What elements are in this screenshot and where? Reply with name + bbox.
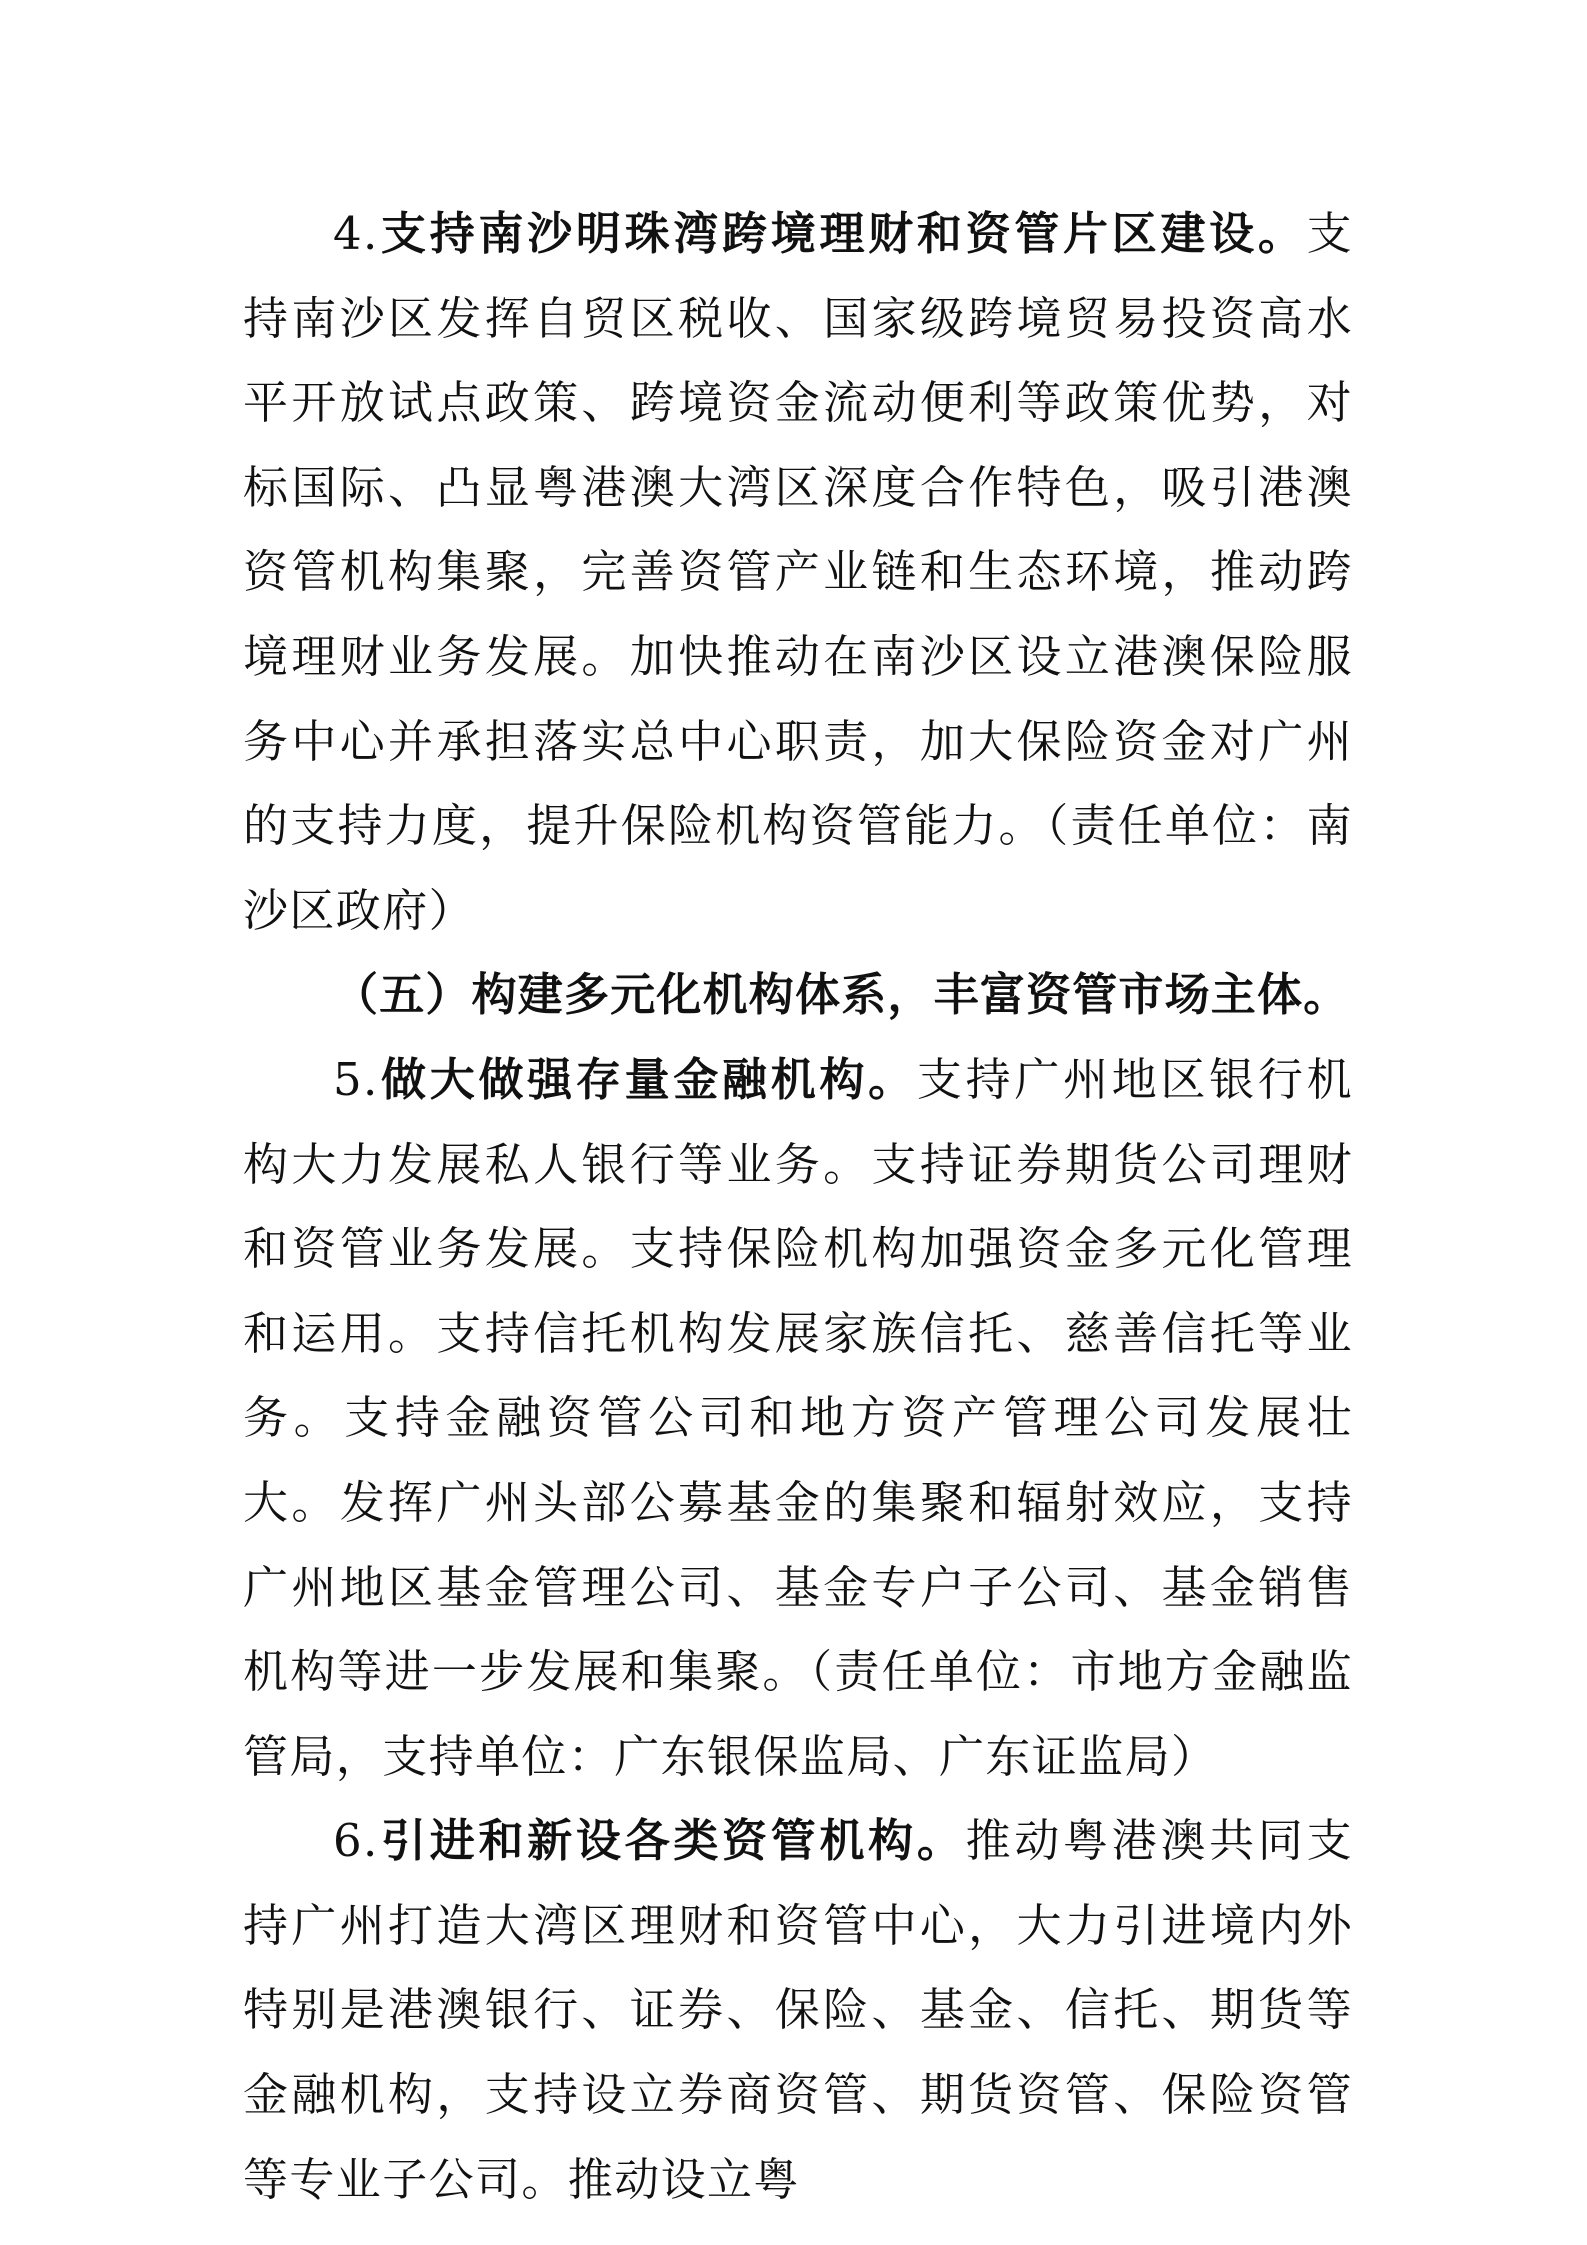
item-number: 6. bbox=[333, 1814, 379, 1868]
paragraph-lead bbox=[333, 207, 1307, 260]
paragraph-text: 支持南沙区发挥自贸区税收、国家级跨境贸易投资高水平开放试点政策、跨境资金流动便利等政策优势，对标国际、凸显粤港澳大湾区深度合作特色，吸引港澳资管机构集聚，完善资管产业链和生态环境，推动跨境理财业务发展。加快推动在南沙区设立港澳保险服务中心并承担落实总中心职责，加大保险资金对广州的支持力度，提升保险机构资管能力。（责任单位：南沙区政府） bbox=[243, 207, 1353, 937]
item-title: 引进和新设各类资管机构。 bbox=[378, 1814, 966, 1868]
item-title: 做大做强存量金融机构。 bbox=[378, 1052, 917, 1106]
item-number: 5. bbox=[333, 1052, 379, 1106]
paragraph-item-5 bbox=[243, 1038, 1353, 1799]
paragraph-lead bbox=[333, 1814, 966, 1867]
paragraph-item-4 bbox=[243, 192, 1353, 953]
paragraph-lead bbox=[333, 1053, 917, 1106]
paragraph-text: 支持广州地区银行机构大力发展私人银行等业务。支持证券期货公司理财和资管业务发展。支持保险机构加强资金多元化管理和运用。支持信托机构发展家族信托、慈善信托等业务。支持金融资管公司和地方资产管理公司发展壮大。发挥广州头部公募基金的集聚和辐射效应，支持广州地区基金管理公司、基金专户子公司、基金销售机构等进一步发展和集聚。（责任单位：市地方金融监管局，支持单位：广东银保监局、广东证监局） bbox=[243, 1052, 1354, 1783]
item-number: 4. bbox=[333, 207, 379, 260]
document-body bbox=[243, 192, 1353, 2222]
section-heading: （五）构建多元化机构体系，丰富资管市场主体。 bbox=[333, 968, 1350, 1022]
paragraph-text: 推动粤港澳共同支持广州打造大湾区理财和资管中心，大力引进境内外特别是港澳银行、证券、保险、基金、信托、期货等金融机构，支持设立券商资管、期货资管、保险资管等专业子公司。推动设立粤 bbox=[243, 1814, 1353, 2206]
paragraph-item-6 bbox=[243, 1799, 1353, 2222]
item-title: 支持南沙明珠湾跨境理财和资管片区建设。 bbox=[378, 207, 1307, 260]
